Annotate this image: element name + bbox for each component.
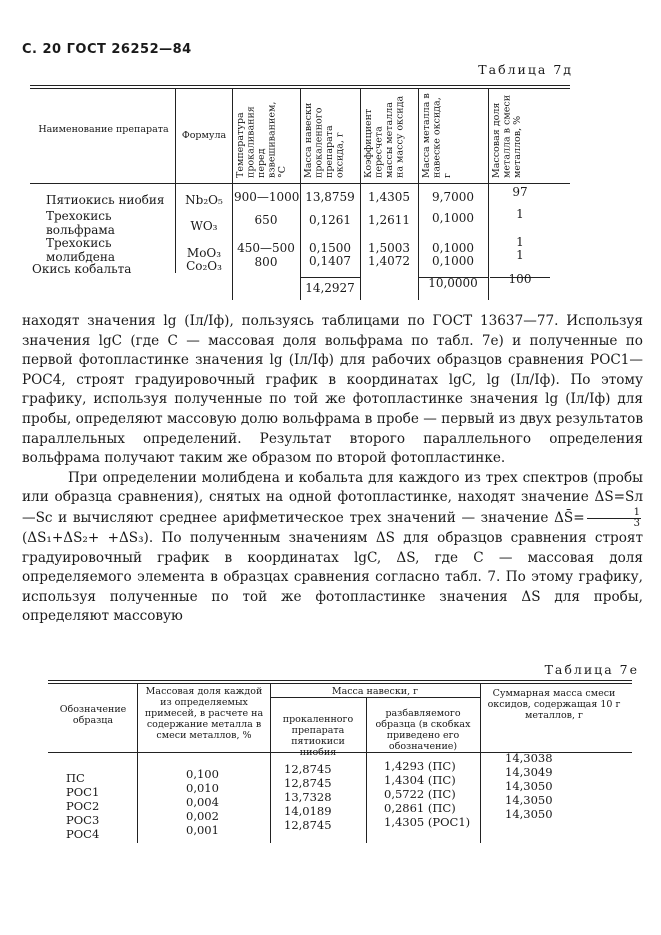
t7e-diluted: 0,2861 (ПС) [384, 801, 456, 815]
t7e-total: 14,3050 [505, 807, 553, 821]
paragraph-tungsten: находят значения lg (Iл/Iф), пользуясь таблицами по ГОСТ 13637—77. Используя значения lgC (где C — массовая доля вольфрама по табл. 7е) и полученные по первой фотопластинке значения lg (Iл/Iф) для рабочих образцов сравнения РОС1—РОС4, строят градуировочный график в координатах lgC, lg (Iл/Iф). По этому графику, используя полученные по той же фотопластинке значения lg (Iл/Iф) для пробы, определяют массовую долю вольфрама в пробе — первый из двух результатов параллельных определений. Результат второго параллельного определения вольфрама получают таким же образом по второй фотопластинке. [22, 313, 643, 467]
t7e-designation: РОС1 [66, 785, 100, 799]
t7d-row-coefficient: 1,4072 [368, 254, 410, 268]
t7d-row-mass: 0,1261 [309, 213, 351, 227]
t7d-total-fraction: 100 [508, 272, 532, 286]
t7d-row-formula: Nb₂O₅ [185, 193, 223, 207]
t7e-calcined: 14,0189 [284, 804, 332, 818]
t7d-row-name: Трехокись вольфрама [46, 209, 115, 237]
t7d-row-name: Окись кобальта [32, 262, 132, 276]
t7d-row-coefficient: 1,2611 [368, 213, 410, 227]
t7e-header-designation: Обозначение образца [59, 704, 127, 726]
t7d-row-metal-mass: 0,1000 [432, 241, 474, 255]
t7e-header-total: Суммарная масса смеси оксидов, содержащая 10 г металлов, г [487, 688, 621, 721]
t7d-row-formula: WO₃ [190, 219, 218, 233]
t7d-row-fraction: 1 [516, 248, 524, 262]
t7d-row-mass: 0,1407 [309, 254, 351, 268]
t7e-header-diluted: разбавляемого образца (в скобках приведено его обозначение) [375, 708, 471, 752]
t7d-row-mass: 0,1500 [309, 241, 351, 255]
t7d-row-name: Пятиокись ниобия [46, 193, 165, 207]
t7d-header-mass: Масса навески прокаленного препарата оксида, г [303, 102, 346, 178]
t7d-header-fraction: Массовая доля металла в смеси металлов, % [491, 94, 523, 178]
t7e-designation: РОС2 [66, 799, 100, 813]
t7d-row-fraction: 1 [516, 235, 524, 249]
paragraph-molybdenum-cobalt [22, 469, 643, 627]
t7d-row-coefficient: 1,4305 [368, 190, 410, 204]
t7e-total: 14,3050 [505, 779, 553, 793]
t7d-total-metal-mass: 10,0000 [428, 276, 478, 290]
table-7e-caption: Таблица 7е [544, 662, 639, 677]
body-text [22, 312, 643, 627]
t7e-fraction: 0,010 [186, 781, 219, 795]
fraction-numerator: 1 [587, 508, 641, 519]
t7e-designation: РОС3 [66, 813, 100, 827]
t7e-calcined: 12,8745 [284, 776, 332, 790]
t7e-calcined: 12,8745 [284, 762, 332, 776]
t7d-header-coefficient: Коэффициент пересчета массы металла на массу оксида [363, 95, 406, 178]
t7d-row-mass: 13,8759 [305, 190, 355, 204]
t7e-total: 14,3049 [505, 765, 553, 779]
table-7d-caption: Таблица 7д [478, 62, 573, 77]
t7e-diluted: 1,4305 (РОС1) [384, 815, 471, 829]
paragraph-part: (ΔS₁+ΔS₂+ +ΔS₃). По полученным значениям ΔS для образцов сравнения строят градуировочный график в координатах lgC, ΔS, где C — массовая доля определяемого элемента в образцах сравнения согласно табл. 7. По этому графику, используя полученные по той же фотопластинке значения ΔS для пробы, определяют массовую [22, 529, 643, 625]
fraction-denominator: 3 [633, 517, 640, 529]
t7d-row-coefficient: 1,5003 [368, 241, 410, 255]
t7d-row-fraction: 1 [516, 207, 524, 221]
t7e-fraction: 0,100 [186, 767, 219, 781]
t7e-diluted: 0,5722 (ПС) [384, 787, 456, 801]
t7e-diluted: 1,4293 (ПС) [384, 759, 456, 773]
t7d-header-formula: Формула [181, 130, 227, 141]
t7d-row-temperature: 650 [254, 213, 278, 227]
t7e-fraction: 0,001 [186, 823, 219, 837]
t7e-calcined: 12,8745 [284, 818, 332, 832]
t7d-row-metal-mass: 0,1000 [432, 254, 474, 268]
t7d-row-temperature: 900—1000 [234, 190, 300, 204]
paragraph-part: При определении молибдена и кобальта для каждого из трех спектров (пробы или образца сравнения), снятых на одной фотопластинке, находят значение ΔS=Sл—Sс и вычисляют среднее арифметическое трех значений — значение ΔS̄= [22, 469, 643, 526]
t7d-row-formula: MoO₃ [186, 246, 222, 260]
t7e-designation: ПС [66, 771, 85, 785]
t7e-fraction: 0,002 [186, 809, 219, 823]
t7d-row-temperature: 450—500 [237, 241, 295, 255]
t7d-total-mass: 14,2927 [305, 281, 355, 295]
t7e-diluted: 1,4304 (ПС) [384, 773, 456, 787]
t7d-row-name: Трехокись молибдена [46, 236, 116, 264]
t7e-fraction: 0,004 [186, 795, 219, 809]
t7d-header-name: Наименование препарата [38, 124, 169, 135]
t7e-header-fraction: Массовая доля каждой из определяемых примесей, в расчете на содержание металла в смеси металлов, % [144, 686, 264, 741]
t7d-header-temperature: Температура прокаливания перед взвешиванием, °С [235, 101, 288, 178]
t7d-row-formula: Co₂O₃ [186, 259, 222, 273]
t7e-calcined: 13,7328 [284, 790, 332, 804]
t7e-total: 14,3038 [505, 751, 553, 765]
page-header: С. 20 ГОСТ 26252—84 [22, 42, 192, 57]
t7e-designation: РОС4 [66, 827, 100, 841]
t7d-row-metal-mass: 9,7000 [432, 190, 474, 204]
t7d-row-metal-mass: 0,1000 [432, 211, 474, 225]
t7d-row-temperature: 800 [254, 255, 278, 269]
one-third-fraction [587, 508, 641, 529]
t7e-header-mass-group: Масса навески, г [331, 686, 419, 697]
t7e-total: 14,3050 [505, 793, 553, 807]
t7d-row-fraction: 97 [512, 185, 528, 199]
t7e-header-calcined: прокаленного препарата пятиокиси ниобия [282, 714, 354, 758]
t7d-header-metal-mass: Масса металла в навеске оксида, г [421, 93, 453, 178]
